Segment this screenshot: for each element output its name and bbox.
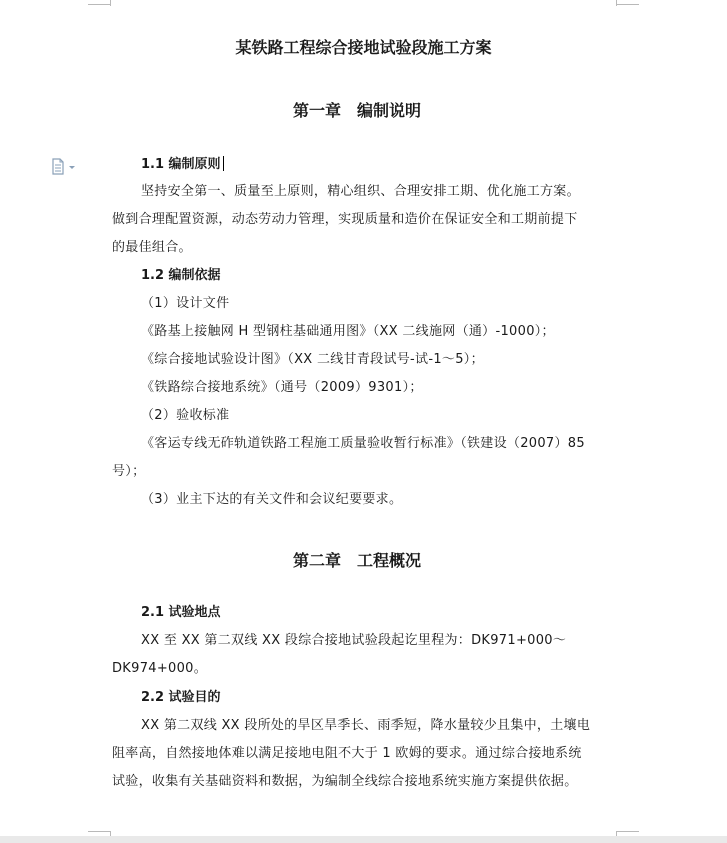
s2-1-para-line-2: DK974+000。 — [112, 661, 208, 676]
s1-2-item: （2）验收标准 — [141, 408, 230, 423]
s1-2-item: 号）； — [112, 464, 146, 479]
s2-2-para-line-3: 试验，收集有关基础资料和数据，为编制全线综合接地系统实施方案提供依据。 — [112, 774, 578, 789]
s2-2-para-line-1: XX 第二双线 XX 段所处的旱区旱季长、雨季短，降水量较少且集中，土壤电 — [141, 718, 591, 733]
chapter-1-title: 第一章 编制说明 — [293, 101, 422, 120]
text-cursor — [223, 156, 224, 171]
corner-mark-top-left-v — [110, 0, 111, 6]
corner-mark-top-left — [88, 4, 110, 5]
s2-1-para-line-1: XX 至 XX 第二双线 XX 段综合接地试验段起讫里程为：DK971+000～ — [141, 633, 567, 648]
section-1-1-heading[interactable]: 1.1 编制原则 — [141, 156, 224, 173]
corner-mark-top-right-v — [616, 0, 617, 6]
s1-2-item: 《客运专线无砟轨道铁路工程施工质量验收暂行标准》（铁建设（2007）85 — [141, 436, 585, 451]
s1-2-item: （1）设计文件 — [141, 296, 230, 311]
document-title: 某铁路工程综合接地试验段施工方案 — [235, 38, 492, 57]
section-2-1-heading: 2.1 试验地点 — [141, 605, 221, 620]
s1-1-para-line-2: 做到合理配置资源，动态劳动力管理，实现质量和造价在保证安全和工期前提下 — [112, 212, 578, 227]
section-2-2-heading: 2.2 试验目的 — [141, 690, 221, 705]
s2-2-para-line-2: 阻率高，自然接地体难以满足接地电阻不大于 1 欧姆的要求。通过综合接地系统 — [112, 746, 582, 761]
page-gap — [0, 836, 727, 843]
chapter-2-title: 第二章 工程概况 — [293, 551, 422, 570]
s1-2-item: （3）业主下达的有关文件和会议纪要要求。 — [141, 492, 403, 507]
corner-mark-bottom-left — [88, 831, 110, 832]
s1-2-item: 《铁路综合接地系统》（通号（2009）9301）； — [141, 380, 423, 395]
s1-1-para-line-3: 的最佳组合。 — [112, 240, 192, 255]
s1-1-para-line-1: 坚持安全第一、质量至上原则，精心组织、合理安排工期、优化施工方案。 — [141, 184, 580, 199]
section-1-2-heading: 1.2 编制依据 — [141, 268, 221, 283]
corner-mark-bottom-right — [617, 831, 639, 832]
corner-mark-top-right — [617, 4, 639, 5]
s1-2-item: 《综合接地试验设计图》（XX 二线甘青段试号-试-1～5）； — [141, 352, 484, 367]
s1-2-item: 《路基上接触网 H 型钢柱基础通用图》（XX 二线施网（通）-1000）； — [141, 324, 555, 339]
document-icon[interactable] — [50, 158, 80, 176]
